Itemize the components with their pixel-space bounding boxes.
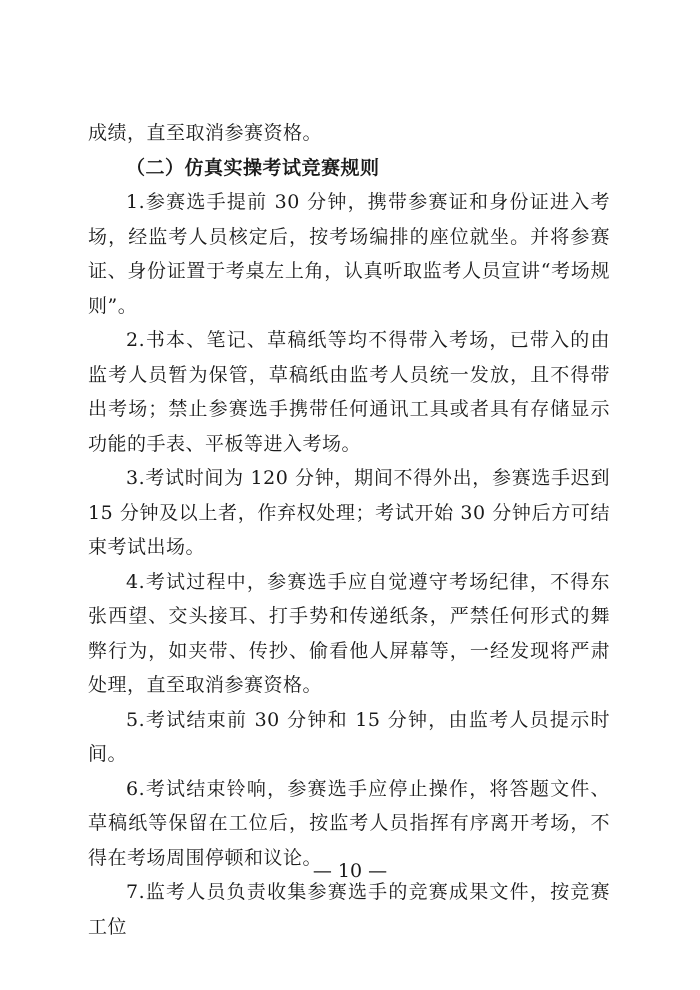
continuation-text: 成绩，直至取消参赛资格。 [88,122,323,144]
rule-6: 6.考试结束铃响，参赛选手应停止操作，将答题文件、草稿纸等保留在工位后，按监考人员指挥有序离开考场，不得在考场周围停顿和议论。 [88,777,610,869]
rule-7: 7.监考人员负责收集参赛选手的竞赛成果文件，按竞赛工位 [88,881,610,938]
rule-3: 3.考试时间为 120 分钟，期间不得外出，参赛选手迟到 15 分钟及以上者，作弃权处理；考试开始 30 分钟后方可结束考试出场。 [88,467,610,558]
rule-1: 1.参赛选手提前 30 分钟，携带参赛证和身份证进入考场，经监考人员核定后，按考场编排的座位就坐。并将参赛证、身份证置于考桌左上角，认真听取监考人员宣讲“考场规则”。 [88,191,610,317]
rule-4: 4.考试过程中，参赛选手应自觉遵守考场纪律，不得东张西望、交头接耳、打手势和传递纸条，严禁任何形式的舞弊行为，如夹带、传抄、偷看他人屏幕等，一经发现将严肃处理，直至取消参赛资格。 [88,570,610,696]
rule-2: 2.书本、笔记、草稿纸等均不得带入考场，已带入的由监考人员暂为保管，草稿纸由监考人员统一发放，且不得带出考场；禁止参赛选手携带任何通讯工具或者具有存储显示功能的手表、平板等进入考场。 [88,329,610,455]
section-heading: （二）仿真实操考试竞赛规则 [126,156,380,179]
page-number: — 10 — [312,860,388,882]
rule-5: 5.考试结束前 30 分钟和 15 分钟，由监考人员提示时间。 [88,708,610,765]
document-page [88,116,610,944]
